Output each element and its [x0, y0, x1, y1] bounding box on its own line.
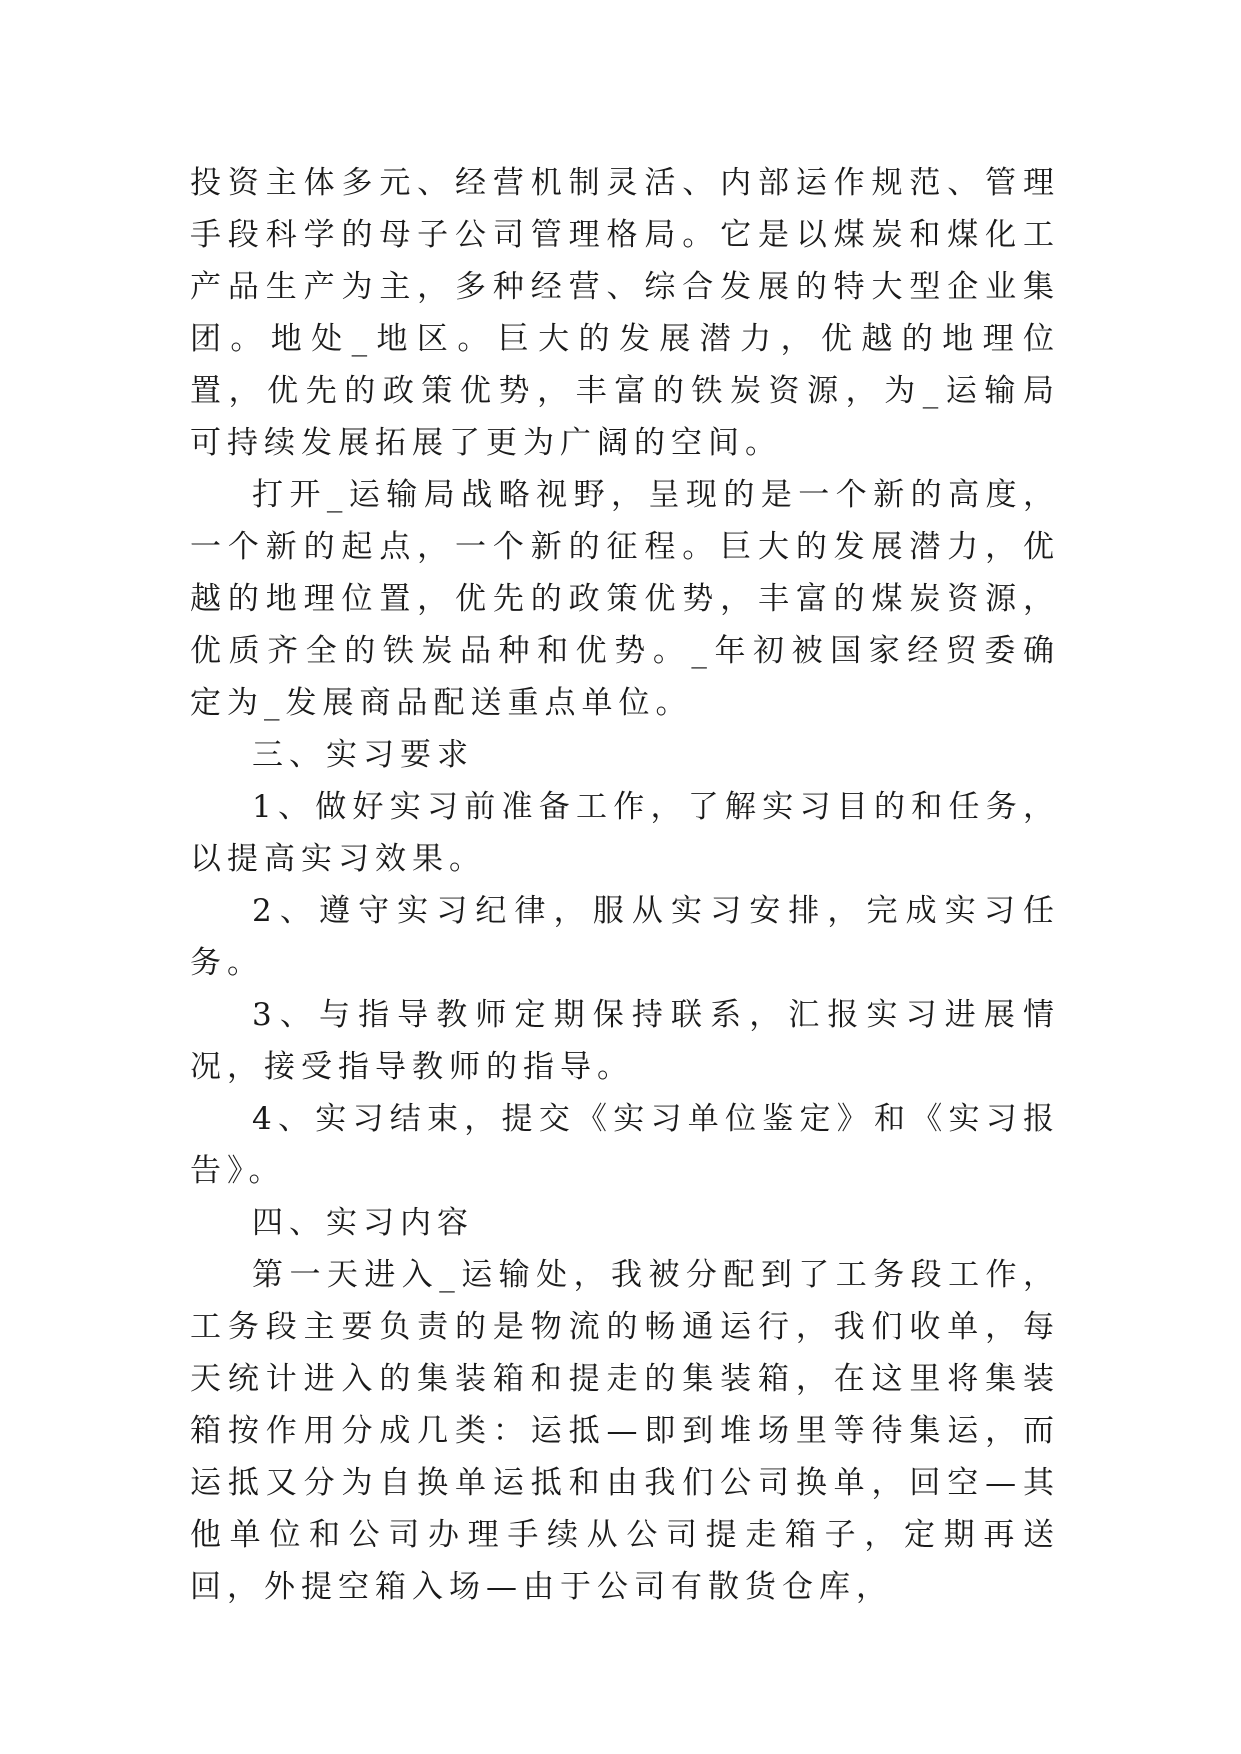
- paragraph-strategic-vision: 打开_运输局战略视野，呈现的是一个新的高度，一个新的起点，一个新的征程。巨大的发展潜力，优越的地理位置，优先的政策优势，丰富的煤炭资源，优质齐全的铁炭品种和优势。_年初被国家经贸委确定为_发展商品配送重点单位。: [190, 477, 1060, 721]
- document-body: [190, 157, 1060, 1613]
- paragraph-first-day: 第一天进入_运输处，我被分配到了工务段工作，工务段主要负责的是物流的畅通运行，我们收单，每天统计进入的集装箱和提走的集装箱，在这里将集装箱按作用分成几类：运抵—即到堆场里等待集运，而运抵又分为自换单运抵和由我们公司换单，回空—其他单位和公司办理手续从公司提走箱子，定期再送回，外提空箱入场—由于公司有散货仓库，: [190, 1257, 1060, 1605]
- section-heading-internship-content: 四、实习内容: [252, 1205, 474, 1241]
- requirement-item-1: 1、做好实习前准备工作，了解实习目的和任务，以提高实习效果。: [190, 789, 1060, 877]
- requirement-item-3: 3、与指导教师定期保持联系，汇报实习进展情况，接受指导教师的指导。: [190, 997, 1060, 1085]
- paragraph-company-overview: 投资主体多元、经营机制灵活、内部运作规范、管理手段科学的母子公司管理格局。它是以煤炭和煤化工产品生产为主，多种经营、综合发展的特大型企业集团。地处_地区。巨大的发展潜力，优越的地理位置，优先的政策优势，丰富的铁炭资源，为_运输局可持续发展拓展了更为广阔的空间。: [190, 165, 1060, 461]
- section-heading-internship-requirements: 三、实习要求: [252, 737, 474, 773]
- requirement-item-2: 2、遵守实习纪律，服从实习安排，完成实习任务。: [190, 893, 1060, 981]
- requirement-item-4: 4、实习结束，提交《实习单位鉴定》和《实习报告》。: [190, 1101, 1060, 1189]
